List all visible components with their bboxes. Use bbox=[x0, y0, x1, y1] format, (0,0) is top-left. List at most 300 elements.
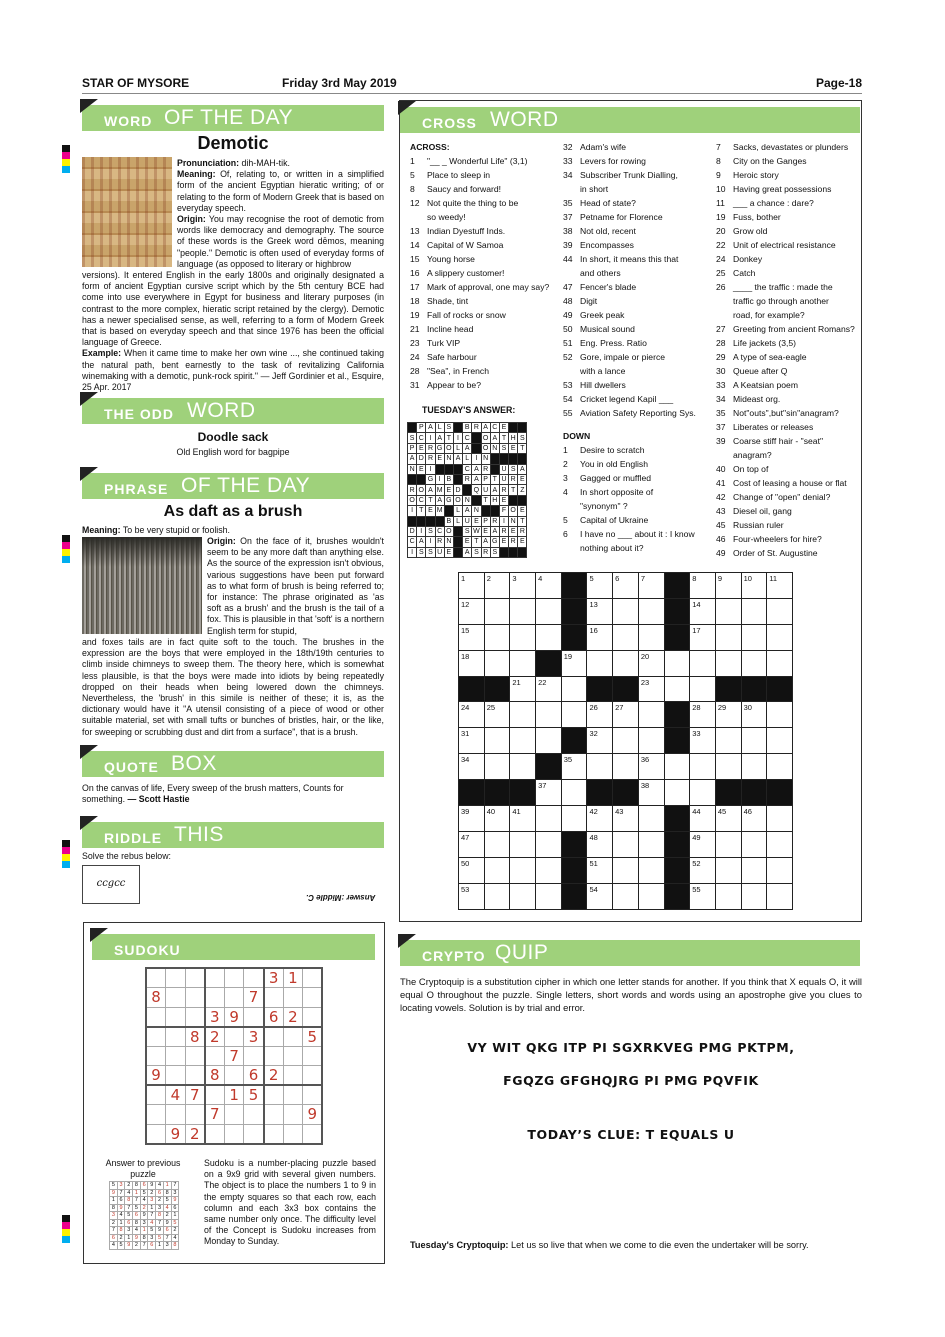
sudoku-cell[interactable] bbox=[185, 1046, 205, 1066]
clue-item: with a lance bbox=[580, 366, 626, 376]
crossword-cell[interactable] bbox=[613, 598, 639, 624]
crossword-cell[interactable] bbox=[613, 883, 639, 909]
clue-item: 41 Cost of leasing a house or flat bbox=[716, 478, 847, 488]
crossword-cell[interactable] bbox=[690, 624, 716, 650]
crossword-cell[interactable] bbox=[715, 598, 741, 624]
crossword-cell[interactable] bbox=[613, 831, 639, 857]
sudoku-cell[interactable] bbox=[224, 968, 244, 988]
crossword-cell[interactable] bbox=[741, 806, 767, 832]
sudoku-cell[interactable] bbox=[166, 1105, 186, 1125]
crossword-cell[interactable] bbox=[638, 702, 664, 728]
crossword-cell[interactable] bbox=[536, 598, 562, 624]
clue-number: 36 bbox=[640, 755, 650, 765]
phrase-origin-cont: and foxes tails are in fact quite soft to the touch. The brushes in the expression are the boys that were employed in the 18th/19th centuries to climb inside chimneys to sweep them. The theory here, which is somewhat less plausible, is that the boys were made into idiots by being repeatedly dropped on their heads when being lowered down the chimneys. Nevertheless, the 'brush' in this simile is neither of these; it is, as the dictionary would have it "A utensil consisting of a piece of wood or other suitable material, set with small tufts or bunches of bristles, hair, or the like, for sweeping or scrubbing dust and dirt from a surface", that is a brush. bbox=[82, 637, 384, 737]
crossword-cell[interactable] bbox=[741, 702, 767, 728]
answer-cell: M bbox=[436, 486, 443, 494]
crossword-cell[interactable] bbox=[767, 857, 793, 883]
answer-cell: I bbox=[426, 464, 435, 474]
clue-item: so weedy! bbox=[427, 212, 466, 222]
previous-sudoku-cell: 1 bbox=[171, 1212, 179, 1220]
previous-sudoku-cell: 7 bbox=[133, 1197, 141, 1205]
crossword-cell[interactable] bbox=[587, 806, 613, 832]
answer-cell bbox=[444, 506, 453, 516]
crossword-cell[interactable] bbox=[587, 754, 613, 780]
crossword-cell[interactable] bbox=[767, 883, 793, 909]
previous-sudoku-cell: 4 bbox=[171, 1234, 179, 1242]
crossword-cell[interactable] bbox=[536, 883, 562, 909]
answer-cell: C bbox=[463, 433, 472, 443]
crossword-cell[interactable] bbox=[484, 598, 510, 624]
crossword-cell[interactable] bbox=[536, 806, 562, 832]
crossword-cell[interactable] bbox=[587, 598, 613, 624]
sudoku-cell[interactable] bbox=[166, 1027, 186, 1047]
sudoku-cell[interactable] bbox=[185, 988, 205, 1008]
sudoku-cell[interactable] bbox=[303, 1046, 323, 1066]
clue-item: 24 Safe harbour bbox=[410, 352, 477, 362]
previous-sudoku-cell: 1 bbox=[133, 1189, 141, 1197]
crossword-cell[interactable] bbox=[459, 806, 485, 832]
crossword-cell[interactable] bbox=[484, 883, 510, 909]
crossword-cell[interactable] bbox=[510, 857, 536, 883]
previous-sudoku-cell: 9 bbox=[156, 1227, 164, 1235]
crossword-cell[interactable] bbox=[638, 806, 664, 832]
crossword-cell[interactable] bbox=[587, 702, 613, 728]
crossword-cell[interactable] bbox=[638, 883, 664, 909]
previous-sudoku-cell: 3 bbox=[140, 1219, 148, 1227]
sudoku-cell[interactable] bbox=[303, 968, 323, 988]
answer-cell: E bbox=[518, 506, 527, 516]
sudoku-cell[interactable] bbox=[224, 988, 244, 1008]
sudoku-cell[interactable] bbox=[166, 968, 186, 988]
sudoku-cell[interactable] bbox=[283, 1027, 303, 1047]
sudoku-cell[interactable] bbox=[264, 988, 284, 1008]
previous-sudoku-cell: 2 bbox=[110, 1219, 118, 1227]
crossword-cell[interactable] bbox=[459, 857, 485, 883]
sudoku-cell[interactable] bbox=[224, 1105, 244, 1125]
answer-cell: I bbox=[499, 516, 508, 526]
sudoku-grid[interactable] bbox=[145, 967, 323, 1145]
crossword-cell[interactable] bbox=[741, 831, 767, 857]
tuesday-cryptoquip: Tuesday's Cryptoquip: Let us so live that when we come to die even the undertaker will be sorry. bbox=[410, 1240, 809, 1250]
crossword-cell[interactable] bbox=[767, 806, 793, 832]
crossword-cell[interactable] bbox=[690, 883, 716, 909]
crossword-cell[interactable] bbox=[690, 806, 716, 832]
crossword-cell[interactable] bbox=[510, 624, 536, 650]
crossword-cell[interactable] bbox=[690, 573, 716, 599]
black-square bbox=[715, 676, 741, 702]
crossword-cell[interactable] bbox=[741, 883, 767, 909]
crossword-cell[interactable] bbox=[484, 624, 510, 650]
crossword-cell[interactable] bbox=[510, 806, 536, 832]
crossword-cell[interactable] bbox=[536, 857, 562, 883]
clue-number: 10 bbox=[743, 574, 752, 583]
sudoku-cell[interactable] bbox=[224, 1066, 244, 1086]
crossword-cell[interactable] bbox=[536, 831, 562, 857]
crossword-cell[interactable] bbox=[459, 883, 485, 909]
crossword-cell[interactable] bbox=[690, 650, 716, 676]
crossword-cell[interactable] bbox=[459, 598, 485, 624]
crossword-cell[interactable] bbox=[484, 728, 510, 754]
answer-cell: C bbox=[408, 537, 417, 547]
previous-sudoku-cell: 8 bbox=[117, 1227, 125, 1235]
answer-cell bbox=[481, 506, 490, 516]
crossword-cell[interactable] bbox=[715, 702, 741, 728]
answer-cell bbox=[463, 485, 472, 495]
sudoku-cell[interactable] bbox=[303, 1066, 323, 1086]
sudoku-cell[interactable] bbox=[224, 1124, 244, 1144]
clue-number: 35 bbox=[563, 755, 573, 765]
sudoku-cell: 3 bbox=[244, 1027, 264, 1047]
crossword-cell[interactable] bbox=[767, 754, 793, 780]
sudoku-cell[interactable] bbox=[185, 1007, 205, 1027]
sudoku-cell: 7 bbox=[244, 988, 264, 1008]
crossword-cell[interactable] bbox=[767, 573, 793, 599]
previous-sudoku-cell: 4 bbox=[125, 1189, 133, 1197]
answer-cell: N bbox=[444, 537, 453, 547]
crossword-cell[interactable] bbox=[536, 780, 562, 806]
crossword-cell[interactable] bbox=[715, 857, 741, 883]
sudoku-cell[interactable] bbox=[146, 1007, 166, 1027]
issue-date: Friday 3rd May 2019 bbox=[282, 76, 397, 90]
clue-item: 47 Fencer's blade bbox=[563, 282, 637, 292]
sudoku-cell[interactable] bbox=[166, 1066, 186, 1086]
crossword-cell[interactable] bbox=[715, 806, 741, 832]
clue-number: 9 bbox=[717, 574, 723, 583]
crossword-cell[interactable] bbox=[690, 598, 716, 624]
clue-item: 50 Musical sound bbox=[563, 324, 635, 334]
sudoku-cell[interactable] bbox=[146, 1027, 166, 1047]
clue-number: 27 bbox=[615, 703, 624, 713]
sudoku-cell[interactable] bbox=[303, 1085, 323, 1105]
crossword-cell[interactable] bbox=[510, 883, 536, 909]
sudoku-cell[interactable] bbox=[224, 1027, 244, 1047]
crossword-cell[interactable] bbox=[459, 702, 485, 728]
answer-cell: B bbox=[463, 423, 472, 433]
crossword-cell[interactable] bbox=[587, 624, 613, 650]
sudoku-cell[interactable] bbox=[303, 1124, 323, 1144]
sudoku-cell[interactable] bbox=[264, 1085, 284, 1105]
answer-cell: E bbox=[481, 526, 490, 536]
clue-item: 15 Young horse bbox=[410, 254, 475, 264]
answer-cell bbox=[509, 454, 518, 464]
crossword-cell[interactable] bbox=[767, 650, 793, 676]
previous-sudoku-answer bbox=[109, 1181, 179, 1250]
crossword-cell[interactable] bbox=[459, 573, 485, 599]
clue-number: 55 bbox=[692, 884, 701, 894]
crossword-cell[interactable] bbox=[587, 857, 613, 883]
sudoku-cell[interactable] bbox=[244, 968, 264, 988]
answer-cell: U bbox=[435, 547, 444, 557]
black-square bbox=[613, 676, 639, 702]
answer-cell bbox=[453, 423, 462, 433]
crossword-cell[interactable] bbox=[459, 831, 485, 857]
cryptoquip-line-1: VY WIT QKG ITP PI SGXRKVEG PMG PKTPM, bbox=[467, 1040, 795, 1055]
crossword-cell[interactable] bbox=[587, 728, 613, 754]
crossword-cell[interactable] bbox=[510, 831, 536, 857]
crossword-cell[interactable] bbox=[690, 702, 716, 728]
sudoku-cell[interactable] bbox=[283, 988, 303, 1008]
crossword-grid[interactable] bbox=[458, 572, 793, 910]
crossword-cell[interactable] bbox=[741, 857, 767, 883]
sudoku-cell[interactable] bbox=[146, 968, 166, 988]
sudoku-cell[interactable] bbox=[283, 1066, 303, 1086]
clue-item: 37 Liberates or releases bbox=[716, 422, 814, 432]
answer-cell bbox=[509, 547, 518, 557]
crossword-cell[interactable] bbox=[664, 676, 690, 702]
sudoku-cell[interactable] bbox=[166, 1007, 186, 1027]
previous-sudoku-cell: 5 bbox=[133, 1204, 141, 1212]
sudoku-cell[interactable] bbox=[146, 1046, 166, 1066]
crossword-cell[interactable] bbox=[536, 624, 562, 650]
answer-cell bbox=[490, 464, 499, 474]
crossword-cell[interactable] bbox=[767, 598, 793, 624]
crossword-cell[interactable] bbox=[741, 728, 767, 754]
color-marks bbox=[62, 535, 70, 563]
answer-cell: A bbox=[463, 547, 472, 557]
crossword-cell[interactable] bbox=[638, 676, 664, 702]
clue-number: 4 bbox=[538, 574, 543, 583]
crossword-cell[interactable] bbox=[561, 780, 587, 806]
crossword-cell[interactable] bbox=[638, 624, 664, 650]
answer-cell: E bbox=[417, 443, 426, 453]
sudoku-cell[interactable] bbox=[303, 988, 323, 1008]
crossword-cell[interactable] bbox=[638, 598, 664, 624]
sudoku-cell[interactable] bbox=[205, 1046, 225, 1066]
crossword-cell[interactable] bbox=[715, 650, 741, 676]
answer-cell bbox=[444, 464, 453, 474]
clue-item: 33 Levers for rowing bbox=[563, 156, 646, 166]
crossword-cell[interactable] bbox=[561, 676, 587, 702]
crossword-cell[interactable] bbox=[638, 728, 664, 754]
crossword-cell[interactable] bbox=[587, 573, 613, 599]
answer-cell: L bbox=[453, 516, 462, 526]
sudoku-cell: 2 bbox=[283, 1007, 303, 1027]
crossword-cell[interactable] bbox=[587, 883, 613, 909]
sudoku-cell[interactable] bbox=[244, 1124, 264, 1144]
sudoku-cell[interactable] bbox=[185, 968, 205, 988]
clue-number: 31 bbox=[461, 729, 470, 739]
crossword-cell[interactable] bbox=[561, 650, 587, 676]
sudoku-cell[interactable] bbox=[244, 1046, 264, 1066]
answer-cell bbox=[435, 516, 444, 526]
clue-item: road, for example? bbox=[733, 310, 805, 320]
crossword-cell[interactable] bbox=[638, 831, 664, 857]
crossword-cell[interactable] bbox=[690, 857, 716, 883]
sudoku-cell[interactable] bbox=[146, 1105, 166, 1125]
previous-sudoku-cell: 5 bbox=[110, 1182, 118, 1190]
crossword-cell[interactable] bbox=[664, 780, 690, 806]
clue-item: 35 Head of state? bbox=[563, 198, 636, 208]
answer-cell: T bbox=[518, 443, 527, 453]
crossword-cell[interactable] bbox=[715, 573, 741, 599]
black-square bbox=[664, 573, 690, 599]
crossword-cell[interactable] bbox=[715, 883, 741, 909]
crossword-cell[interactable] bbox=[690, 728, 716, 754]
previous-sudoku-cell: 8 bbox=[156, 1212, 164, 1220]
clue-item: 13 Indian Dyestuff Inds. bbox=[410, 226, 506, 236]
crossword-cell[interactable] bbox=[484, 702, 510, 728]
sudoku-cell[interactable] bbox=[205, 988, 225, 1008]
crossword-cell[interactable] bbox=[484, 573, 510, 599]
sudoku-cell[interactable] bbox=[146, 1124, 166, 1144]
clue-item: 51 Eng. Press. Ratio bbox=[563, 338, 647, 348]
sudoku-cell[interactable] bbox=[264, 1027, 284, 1047]
sudoku-description: Sudoku is a number-placing puzzle based on a 9x9 grid with several given numbers. The object is to place the numbers 1 to 9 in the empty squares so that each row, each column and each 3x3 box contains the same number only once. The difficulty level of the Concept is Sudoku increases from Monday to Sunday. bbox=[204, 1158, 376, 1247]
crossword-cell[interactable] bbox=[690, 831, 716, 857]
clue-number: 15 bbox=[461, 625, 470, 635]
sudoku-cell[interactable] bbox=[205, 1085, 225, 1105]
answer-cell bbox=[490, 454, 499, 464]
sudoku-cell[interactable] bbox=[303, 1007, 323, 1027]
crossword-cell[interactable] bbox=[484, 754, 510, 780]
crossword-cell[interactable] bbox=[561, 702, 587, 728]
crossword-cell[interactable] bbox=[767, 702, 793, 728]
crossword-cell[interactable] bbox=[767, 831, 793, 857]
crossword-cell[interactable] bbox=[510, 598, 536, 624]
previous-sudoku-cell: 4 bbox=[117, 1212, 125, 1220]
answer-cell: A bbox=[417, 537, 426, 547]
answer-cell: G bbox=[436, 444, 443, 452]
cryptoquip-header: CRYPTO QUIP bbox=[400, 940, 860, 966]
sudoku-cell[interactable] bbox=[264, 1124, 284, 1144]
crossword-cell[interactable] bbox=[741, 650, 767, 676]
crossword-cell[interactable] bbox=[484, 806, 510, 832]
crossword-cell[interactable] bbox=[536, 728, 562, 754]
crossword-cell[interactable] bbox=[587, 650, 613, 676]
crossword-cell[interactable] bbox=[484, 831, 510, 857]
sudoku-cell[interactable] bbox=[264, 1105, 284, 1125]
crossword-cell[interactable] bbox=[715, 624, 741, 650]
clue-item: 37 Petname for Florence bbox=[563, 212, 663, 222]
crossword-cell[interactable] bbox=[613, 650, 639, 676]
black-square bbox=[561, 598, 587, 624]
clue-item: in short bbox=[580, 184, 609, 194]
crossword-cell[interactable] bbox=[638, 754, 664, 780]
crossword-cell[interactable] bbox=[561, 806, 587, 832]
sudoku-cell[interactable] bbox=[166, 1046, 186, 1066]
crossword-cell[interactable] bbox=[664, 754, 690, 780]
crossword-cell[interactable] bbox=[459, 624, 485, 650]
clue-item: 19 Fall of rocks or snow bbox=[410, 310, 506, 320]
crossword-cell[interactable] bbox=[510, 650, 536, 676]
crossword-cell[interactable] bbox=[715, 831, 741, 857]
crossword-cell[interactable] bbox=[715, 728, 741, 754]
clue-item: 30 Queue after Q bbox=[716, 366, 788, 376]
sudoku-cell[interactable] bbox=[205, 1124, 225, 1144]
previous-sudoku-cell: 1 bbox=[117, 1219, 125, 1227]
sudoku-cell[interactable] bbox=[185, 1105, 205, 1125]
crossword-cell[interactable] bbox=[536, 573, 562, 599]
crossword-cell[interactable] bbox=[484, 857, 510, 883]
crossword-cell[interactable] bbox=[613, 728, 639, 754]
answer-cell: E bbox=[518, 537, 527, 547]
crossword-cell[interactable] bbox=[767, 624, 793, 650]
crossword-cell[interactable] bbox=[510, 728, 536, 754]
crossword-cell[interactable] bbox=[459, 754, 485, 780]
crossword-cell[interactable] bbox=[613, 702, 639, 728]
crossword-cell[interactable] bbox=[459, 650, 485, 676]
sudoku-cell[interactable] bbox=[283, 1046, 303, 1066]
previous-sudoku-cell: 8 bbox=[171, 1242, 179, 1250]
sudoku-cell[interactable] bbox=[283, 1105, 303, 1125]
crossword-cell[interactable] bbox=[715, 754, 741, 780]
clue-item: 9 Heroic story bbox=[716, 170, 779, 180]
crossword-cell[interactable] bbox=[741, 624, 767, 650]
crossword-cell[interactable] bbox=[638, 573, 664, 599]
crossword-cell[interactable] bbox=[613, 754, 639, 780]
sudoku-cell[interactable] bbox=[166, 988, 186, 1008]
crossword-cell[interactable] bbox=[510, 754, 536, 780]
crossword-cell[interactable] bbox=[536, 702, 562, 728]
crossword-cell[interactable] bbox=[613, 857, 639, 883]
answer-cell: R bbox=[426, 454, 435, 464]
crossword-cell[interactable] bbox=[638, 780, 664, 806]
sudoku-cell[interactable] bbox=[185, 1066, 205, 1086]
answer-cell: E bbox=[463, 537, 472, 547]
answer-cell bbox=[417, 516, 426, 526]
crossword-cell[interactable] bbox=[459, 728, 485, 754]
crossword-cell[interactable] bbox=[741, 754, 767, 780]
odd-word: Doodle sack bbox=[197, 430, 269, 444]
crossword-cell[interactable] bbox=[690, 754, 716, 780]
clue-number: 39 bbox=[461, 807, 470, 817]
crossword-cell[interactable] bbox=[484, 650, 510, 676]
black-square bbox=[536, 754, 562, 780]
previous-sudoku-cell: 1 bbox=[125, 1234, 133, 1242]
answer-cell: R bbox=[499, 526, 508, 536]
crossword-cell[interactable] bbox=[638, 857, 664, 883]
crossword-cell[interactable] bbox=[561, 754, 587, 780]
crossword-cell[interactable] bbox=[587, 831, 613, 857]
sudoku-cell[interactable] bbox=[244, 1105, 264, 1125]
black-square bbox=[741, 676, 767, 702]
crossword-cell[interactable] bbox=[741, 573, 767, 599]
crossword-cell[interactable] bbox=[741, 598, 767, 624]
sudoku-cell[interactable] bbox=[146, 1085, 166, 1105]
black-square bbox=[664, 857, 690, 883]
sudoku-cell[interactable] bbox=[205, 968, 225, 988]
answer-cell: R bbox=[435, 537, 444, 547]
sudoku-cell[interactable] bbox=[283, 1085, 303, 1105]
crossword-cell[interactable] bbox=[510, 573, 536, 599]
crossword-cell[interactable] bbox=[664, 650, 690, 676]
crossword-cell[interactable] bbox=[536, 676, 562, 702]
answer-cell: G bbox=[427, 476, 434, 484]
answer-cell: R bbox=[518, 526, 527, 536]
answer-cell: N bbox=[509, 516, 518, 526]
sudoku-cell: 9 bbox=[166, 1124, 186, 1144]
sudoku-cell[interactable] bbox=[264, 1046, 284, 1066]
crossword-cell[interactable] bbox=[510, 676, 536, 702]
crossword-cell[interactable] bbox=[638, 650, 664, 676]
clue-item: 5 Capital of Ukraine bbox=[563, 515, 649, 525]
sudoku-cell[interactable] bbox=[283, 1124, 303, 1144]
sudoku-cell[interactable] bbox=[244, 1007, 264, 1027]
crossword-cell[interactable] bbox=[690, 676, 716, 702]
sudoku-cell: 9 bbox=[146, 1066, 166, 1086]
answer-cell: E bbox=[417, 464, 426, 474]
crossword-cell[interactable] bbox=[613, 573, 639, 599]
crossword-cell[interactable] bbox=[613, 806, 639, 832]
crossword-cell[interactable] bbox=[510, 702, 536, 728]
answer-cell: S bbox=[518, 433, 527, 443]
crossword-cell[interactable] bbox=[767, 728, 793, 754]
riddle-rebus: ccgcc bbox=[82, 865, 140, 904]
clue-item: 46 Four-wheelers for hire? bbox=[716, 534, 822, 544]
previous-sudoku-cell: 5 bbox=[125, 1212, 133, 1220]
crossword-cell[interactable] bbox=[613, 624, 639, 650]
crossword-cell[interactable] bbox=[690, 780, 716, 806]
